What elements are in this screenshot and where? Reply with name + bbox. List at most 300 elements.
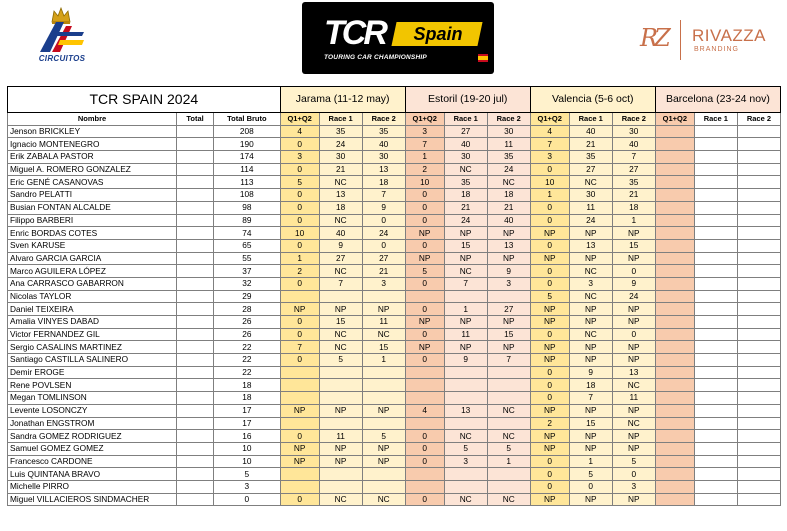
driver-total-bruto: 114 bbox=[214, 163, 281, 176]
result-qualy bbox=[655, 189, 694, 202]
result-race1: NP bbox=[444, 316, 487, 329]
result-race1: 11 bbox=[444, 328, 487, 341]
driver-total-bruto: 17 bbox=[214, 417, 281, 430]
driver-name: Jonathan ENGSTROM bbox=[8, 417, 177, 430]
driver-total-bruto: 22 bbox=[214, 341, 281, 354]
round-title-barcelona: Barcelona (23-24 nov) bbox=[655, 87, 780, 113]
result-qualy: 5 bbox=[280, 176, 319, 189]
round-title-jarama: Jarama (11-12 may) bbox=[280, 87, 405, 113]
result-race1: 24 bbox=[444, 214, 487, 227]
round-title-valencia: Valencia (5-6 oct) bbox=[530, 87, 655, 113]
result-qualy: 10 bbox=[530, 176, 569, 189]
result-qualy: 0 bbox=[280, 138, 319, 151]
result-qualy: 3 bbox=[405, 125, 444, 138]
driver-total bbox=[177, 417, 214, 430]
result-race1: 35 bbox=[319, 125, 362, 138]
driver-total-bruto: 65 bbox=[214, 239, 281, 252]
driver-name: Enric BORDAS COTES bbox=[8, 227, 177, 240]
result-race1: NC bbox=[319, 341, 362, 354]
table-row bbox=[8, 290, 781, 303]
header bbox=[0, 0, 787, 86]
result-race2 bbox=[737, 480, 780, 493]
table-row bbox=[8, 379, 781, 392]
header-race2: Race 2 bbox=[737, 113, 780, 126]
result-race1: 30 bbox=[444, 151, 487, 164]
result-race1: 15 bbox=[319, 316, 362, 329]
driver-total-bruto: 190 bbox=[214, 138, 281, 151]
result-race1 bbox=[694, 468, 737, 481]
result-race1: 24 bbox=[569, 214, 612, 227]
result-race2: NP bbox=[487, 252, 530, 265]
result-race2: 11 bbox=[487, 138, 530, 151]
driver-total bbox=[177, 468, 214, 481]
result-race1: NP bbox=[569, 430, 612, 443]
result-race2: NP bbox=[612, 354, 655, 367]
driver-total-bruto: 26 bbox=[214, 328, 281, 341]
result-qualy bbox=[655, 480, 694, 493]
result-race2: 35 bbox=[487, 151, 530, 164]
result-race2 bbox=[737, 201, 780, 214]
result-qualy bbox=[655, 366, 694, 379]
header-q: Q1+Q2 bbox=[530, 113, 569, 126]
result-race1: 13 bbox=[319, 189, 362, 202]
result-qualy: 2 bbox=[530, 417, 569, 430]
header-q: Q1+Q2 bbox=[655, 113, 694, 126]
result-qualy: 0 bbox=[405, 303, 444, 316]
result-race1: NP bbox=[319, 442, 362, 455]
result-race1: 9 bbox=[319, 239, 362, 252]
driver-total bbox=[177, 392, 214, 405]
result-race1 bbox=[694, 290, 737, 303]
driver-total bbox=[177, 480, 214, 493]
result-race2: NP bbox=[612, 442, 655, 455]
result-race2: 11 bbox=[362, 316, 405, 329]
driver-name: Megan TOMLINSON bbox=[8, 392, 177, 405]
driver-total bbox=[177, 341, 214, 354]
tcr-wordmark: TCR bbox=[324, 14, 385, 52]
result-race1 bbox=[694, 239, 737, 252]
result-qualy bbox=[280, 290, 319, 303]
result-qualy bbox=[655, 341, 694, 354]
result-qualy: 0 bbox=[280, 354, 319, 367]
result-race1: NP bbox=[569, 303, 612, 316]
table-row bbox=[8, 176, 781, 189]
table-row bbox=[8, 214, 781, 227]
result-qualy: NP bbox=[530, 354, 569, 367]
result-race1 bbox=[694, 252, 737, 265]
federation-mark-icon bbox=[34, 20, 90, 54]
result-race2: 11 bbox=[612, 392, 655, 405]
result-race2 bbox=[362, 366, 405, 379]
result-race1: 1 bbox=[569, 455, 612, 468]
result-race2 bbox=[737, 303, 780, 316]
result-qualy: 2 bbox=[405, 163, 444, 176]
result-race1: NC bbox=[444, 265, 487, 278]
result-race1 bbox=[694, 328, 737, 341]
result-race1 bbox=[694, 392, 737, 405]
rivazza-name: RIVAZZA bbox=[692, 26, 767, 45]
driver-name: Amalia VINYES DABAD bbox=[8, 316, 177, 329]
driver-total bbox=[177, 366, 214, 379]
result-race2 bbox=[487, 366, 530, 379]
result-qualy: 0 bbox=[405, 328, 444, 341]
result-race1 bbox=[694, 176, 737, 189]
driver-total bbox=[177, 189, 214, 202]
driver-name: Victor FERNANDEZ GIL bbox=[8, 328, 177, 341]
result-race1 bbox=[319, 480, 362, 493]
result-race2 bbox=[487, 480, 530, 493]
driver-total-bruto: 10 bbox=[214, 455, 281, 468]
header-race2: Race 2 bbox=[487, 113, 530, 126]
result-race2: NP bbox=[362, 455, 405, 468]
driver-total bbox=[177, 277, 214, 290]
result-qualy: 0 bbox=[280, 328, 319, 341]
result-qualy: 0 bbox=[405, 277, 444, 290]
result-race2 bbox=[737, 151, 780, 164]
result-qualy: 0 bbox=[280, 316, 319, 329]
result-race2: 3 bbox=[487, 277, 530, 290]
result-race1 bbox=[444, 417, 487, 430]
result-race2: NP bbox=[487, 227, 530, 240]
result-qualy bbox=[655, 316, 694, 329]
result-qualy: 0 bbox=[405, 201, 444, 214]
result-race1: 0 bbox=[569, 480, 612, 493]
result-race1 bbox=[694, 265, 737, 278]
driver-total-bruto: 0 bbox=[214, 493, 281, 506]
table-row bbox=[8, 125, 781, 138]
result-qualy: 0 bbox=[405, 354, 444, 367]
driver-total-bruto: 17 bbox=[214, 404, 281, 417]
result-race1 bbox=[694, 480, 737, 493]
result-race1: NP bbox=[444, 227, 487, 240]
result-race1: NC bbox=[569, 328, 612, 341]
result-race2 bbox=[737, 404, 780, 417]
result-race2: 30 bbox=[362, 151, 405, 164]
driver-total bbox=[177, 125, 214, 138]
result-race1: 7 bbox=[444, 277, 487, 290]
result-race1: NP bbox=[319, 303, 362, 316]
result-qualy: 0 bbox=[280, 493, 319, 506]
driver-total bbox=[177, 265, 214, 278]
result-qualy bbox=[655, 227, 694, 240]
tcr-spain-logo bbox=[302, 2, 494, 74]
result-qualy bbox=[655, 493, 694, 506]
result-race1: 11 bbox=[319, 430, 362, 443]
driver-name: Ana CARRASCO GABARRON bbox=[8, 277, 177, 290]
header-q: Q1+Q2 bbox=[280, 113, 319, 126]
driver-total-bruto: 22 bbox=[214, 366, 281, 379]
result-race1 bbox=[694, 303, 737, 316]
result-qualy bbox=[280, 468, 319, 481]
result-race1: 15 bbox=[569, 417, 612, 430]
result-race1: 7 bbox=[569, 392, 612, 405]
table-row bbox=[8, 328, 781, 341]
result-qualy bbox=[405, 379, 444, 392]
result-race1 bbox=[694, 493, 737, 506]
table-row bbox=[8, 366, 781, 379]
driver-total bbox=[177, 442, 214, 455]
result-race2 bbox=[737, 468, 780, 481]
result-race2: 3 bbox=[362, 277, 405, 290]
result-race2: 0 bbox=[362, 214, 405, 227]
result-race2 bbox=[737, 341, 780, 354]
result-race2: 7 bbox=[612, 151, 655, 164]
result-race1: 40 bbox=[569, 125, 612, 138]
result-qualy: 0 bbox=[405, 455, 444, 468]
result-qualy: 0 bbox=[405, 442, 444, 455]
result-race1 bbox=[694, 379, 737, 392]
result-race1: NC bbox=[319, 214, 362, 227]
result-qualy bbox=[655, 379, 694, 392]
result-race1: 18 bbox=[569, 379, 612, 392]
result-race2: NC bbox=[487, 176, 530, 189]
result-race1 bbox=[694, 354, 737, 367]
table-row bbox=[8, 493, 781, 506]
driver-name: Erik ZABALA PASTOR bbox=[8, 151, 177, 164]
result-race2 bbox=[362, 417, 405, 430]
result-qualy: NP bbox=[530, 442, 569, 455]
result-qualy bbox=[655, 455, 694, 468]
result-race2: NP bbox=[362, 303, 405, 316]
result-race2 bbox=[737, 392, 780, 405]
result-race1 bbox=[694, 201, 737, 214]
table-row bbox=[8, 189, 781, 202]
result-race2 bbox=[737, 366, 780, 379]
driver-name: Santiago CASTILLA SALINERO bbox=[8, 354, 177, 367]
result-race1: 27 bbox=[569, 163, 612, 176]
result-race2: NC bbox=[612, 379, 655, 392]
result-race2: 1 bbox=[362, 354, 405, 367]
result-qualy: NP bbox=[530, 316, 569, 329]
result-qualy: 0 bbox=[530, 163, 569, 176]
driver-name: Sandro PELATTI bbox=[8, 189, 177, 202]
result-race1: 13 bbox=[444, 404, 487, 417]
result-qualy bbox=[405, 480, 444, 493]
result-qualy: 2 bbox=[280, 265, 319, 278]
result-qualy: NP bbox=[530, 430, 569, 443]
driver-name: Samuel GOMEZ GOMEZ bbox=[8, 442, 177, 455]
table-row bbox=[8, 417, 781, 430]
result-race2: NC bbox=[612, 417, 655, 430]
header-race1: Race 1 bbox=[694, 113, 737, 126]
driver-total-bruto: 208 bbox=[214, 125, 281, 138]
result-race2 bbox=[737, 379, 780, 392]
result-race2 bbox=[737, 163, 780, 176]
result-qualy: 0 bbox=[280, 201, 319, 214]
table-row bbox=[8, 151, 781, 164]
result-race1: 40 bbox=[444, 138, 487, 151]
result-race1 bbox=[444, 480, 487, 493]
result-race1: 5 bbox=[569, 468, 612, 481]
driver-total-bruto: 98 bbox=[214, 201, 281, 214]
result-race1: 21 bbox=[319, 163, 362, 176]
result-race2: 0 bbox=[612, 265, 655, 278]
result-qualy bbox=[405, 468, 444, 481]
circuitos-logo bbox=[28, 6, 92, 68]
result-qualy: 4 bbox=[280, 125, 319, 138]
driver-total bbox=[177, 290, 214, 303]
header-race1: Race 1 bbox=[569, 113, 612, 126]
result-race1: NP bbox=[569, 227, 612, 240]
driver-name: Jenson BRICKLEY bbox=[8, 125, 177, 138]
result-race2: 1 bbox=[487, 455, 530, 468]
driver-name: Demir EROGE bbox=[8, 366, 177, 379]
result-qualy: 5 bbox=[405, 265, 444, 278]
result-race1: NP bbox=[569, 442, 612, 455]
result-race1: 27 bbox=[319, 252, 362, 265]
result-race2: 7 bbox=[362, 189, 405, 202]
result-race1 bbox=[694, 277, 737, 290]
driver-total-bruto: 108 bbox=[214, 189, 281, 202]
result-race2: NP bbox=[612, 430, 655, 443]
result-race1: 7 bbox=[319, 277, 362, 290]
driver-total-bruto: 5 bbox=[214, 468, 281, 481]
result-race1: 30 bbox=[319, 151, 362, 164]
result-race2: 18 bbox=[362, 176, 405, 189]
result-qualy bbox=[280, 379, 319, 392]
result-race2: 27 bbox=[487, 303, 530, 316]
result-qualy: 3 bbox=[530, 151, 569, 164]
driver-total bbox=[177, 404, 214, 417]
result-race1: NC bbox=[319, 176, 362, 189]
result-qualy bbox=[280, 366, 319, 379]
header-q: Q1+Q2 bbox=[405, 113, 444, 126]
result-qualy: 1 bbox=[530, 189, 569, 202]
result-race2 bbox=[487, 379, 530, 392]
driver-total-bruto: 16 bbox=[214, 430, 281, 443]
result-race1: NP bbox=[569, 493, 612, 506]
result-qualy: 0 bbox=[530, 480, 569, 493]
result-qualy: 0 bbox=[405, 189, 444, 202]
result-qualy: NP bbox=[405, 341, 444, 354]
result-race2: 13 bbox=[362, 163, 405, 176]
result-qualy bbox=[655, 277, 694, 290]
result-race1: NC bbox=[319, 328, 362, 341]
result-race1 bbox=[319, 417, 362, 430]
result-race2 bbox=[737, 455, 780, 468]
result-race2 bbox=[737, 354, 780, 367]
driver-name: Eric GENÉ CASANOVAS bbox=[8, 176, 177, 189]
result-qualy: 7 bbox=[405, 138, 444, 151]
logo-divider bbox=[680, 20, 681, 60]
result-qualy bbox=[655, 138, 694, 151]
result-qualy: 7 bbox=[280, 341, 319, 354]
result-race1 bbox=[319, 290, 362, 303]
result-race1: 15 bbox=[444, 239, 487, 252]
result-race1: 9 bbox=[444, 354, 487, 367]
result-race2: 35 bbox=[362, 125, 405, 138]
result-race2 bbox=[487, 392, 530, 405]
result-race2: NC bbox=[362, 493, 405, 506]
result-race2: 21 bbox=[362, 265, 405, 278]
result-race1 bbox=[319, 379, 362, 392]
result-race2 bbox=[737, 138, 780, 151]
result-qualy: 0 bbox=[530, 277, 569, 290]
result-qualy: 0 bbox=[405, 493, 444, 506]
result-race2: NC bbox=[362, 328, 405, 341]
result-race1 bbox=[694, 366, 737, 379]
spain-wordmark: Spain bbox=[413, 24, 463, 44]
result-race1 bbox=[319, 366, 362, 379]
result-race2: 0 bbox=[362, 239, 405, 252]
result-race2 bbox=[737, 442, 780, 455]
table-row bbox=[8, 316, 781, 329]
driver-total bbox=[177, 303, 214, 316]
header-total: Total bbox=[177, 113, 214, 126]
result-race1 bbox=[694, 151, 737, 164]
result-race1 bbox=[444, 468, 487, 481]
result-race2: 7 bbox=[487, 354, 530, 367]
result-race1: 21 bbox=[444, 201, 487, 214]
result-race1 bbox=[694, 138, 737, 151]
result-qualy: 0 bbox=[280, 214, 319, 227]
table-row bbox=[8, 163, 781, 176]
table-row bbox=[8, 341, 781, 354]
result-race1: 27 bbox=[444, 125, 487, 138]
driver-total-bruto: 32 bbox=[214, 277, 281, 290]
driver-total bbox=[177, 201, 214, 214]
result-race2: 0 bbox=[612, 468, 655, 481]
result-qualy bbox=[280, 392, 319, 405]
driver-name: Sven KARUSE bbox=[8, 239, 177, 252]
result-race2: 9 bbox=[362, 201, 405, 214]
result-qualy: NP bbox=[405, 227, 444, 240]
driver-total bbox=[177, 354, 214, 367]
result-qualy: 0 bbox=[405, 239, 444, 252]
result-race1 bbox=[694, 442, 737, 455]
result-race2: 40 bbox=[612, 138, 655, 151]
driver-name: Alvaro GARCIA GARCIA bbox=[8, 252, 177, 265]
result-race2: NP bbox=[612, 252, 655, 265]
result-race2 bbox=[362, 290, 405, 303]
result-race2: NP bbox=[612, 303, 655, 316]
table-row bbox=[8, 265, 781, 278]
result-race2 bbox=[737, 189, 780, 202]
result-race2: 1 bbox=[612, 214, 655, 227]
result-qualy: 5 bbox=[530, 290, 569, 303]
result-race2 bbox=[737, 316, 780, 329]
result-race1 bbox=[319, 392, 362, 405]
result-race2: 27 bbox=[612, 163, 655, 176]
driver-total bbox=[177, 379, 214, 392]
result-race2: NC bbox=[487, 430, 530, 443]
result-race1: NP bbox=[319, 404, 362, 417]
result-race2 bbox=[362, 480, 405, 493]
result-race2 bbox=[737, 227, 780, 240]
result-race2: 13 bbox=[487, 239, 530, 252]
result-race2: 40 bbox=[487, 214, 530, 227]
result-qualy bbox=[655, 176, 694, 189]
result-qualy bbox=[655, 417, 694, 430]
result-race1: 18 bbox=[444, 189, 487, 202]
driver-total bbox=[177, 138, 214, 151]
result-qualy: 0 bbox=[280, 189, 319, 202]
result-race1 bbox=[694, 341, 737, 354]
result-race1: NP bbox=[569, 252, 612, 265]
result-race1 bbox=[694, 417, 737, 430]
table-row bbox=[8, 277, 781, 290]
result-qualy bbox=[655, 442, 694, 455]
result-qualy: 3 bbox=[280, 151, 319, 164]
result-qualy bbox=[655, 239, 694, 252]
rivazza-logo bbox=[636, 18, 776, 62]
result-race1 bbox=[694, 227, 737, 240]
result-race2 bbox=[737, 328, 780, 341]
result-qualy bbox=[655, 468, 694, 481]
result-race2: 5 bbox=[612, 455, 655, 468]
driver-total-bruto: 174 bbox=[214, 151, 281, 164]
result-race1: 9 bbox=[569, 366, 612, 379]
